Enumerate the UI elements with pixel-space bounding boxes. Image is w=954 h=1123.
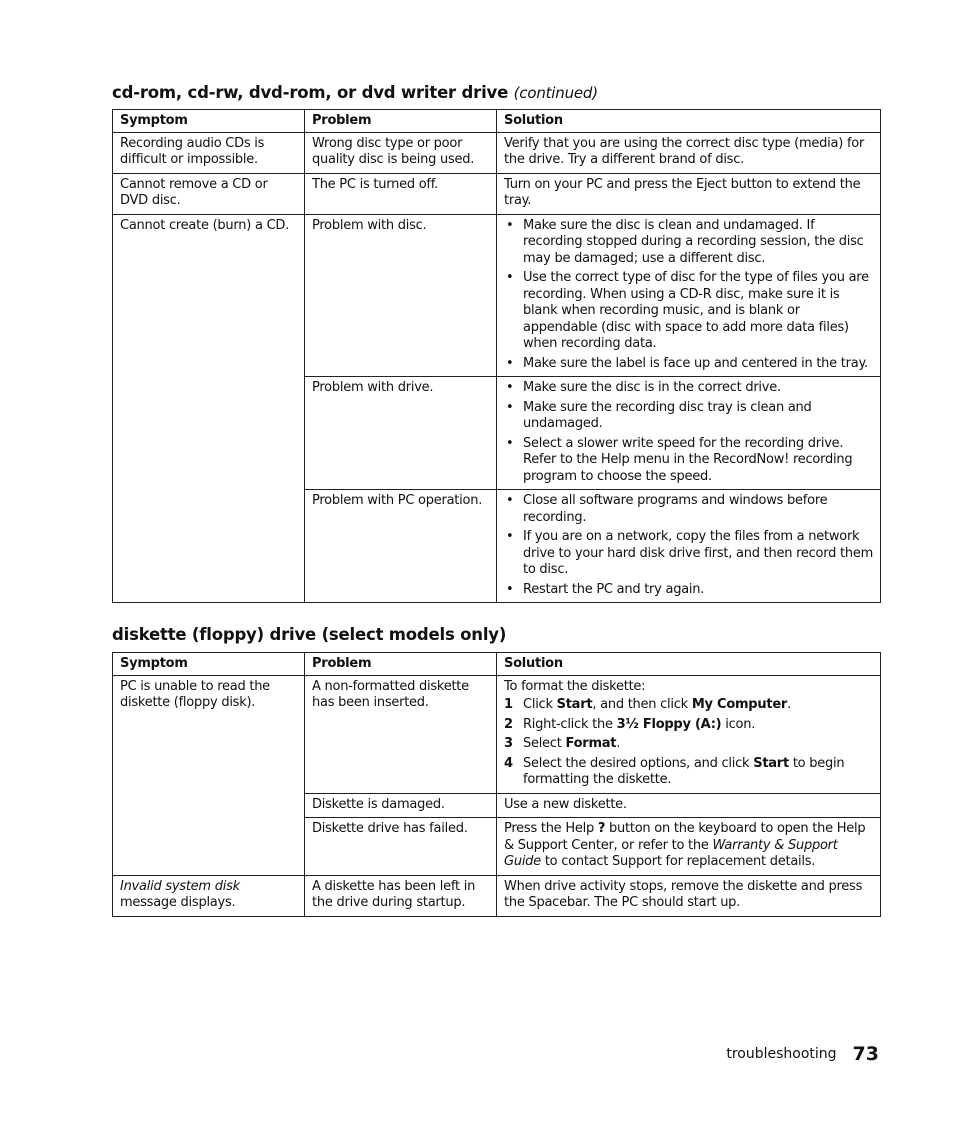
problem-cell: Problem with disc.: [305, 214, 497, 377]
section-heading-diskette-drive: [112, 625, 506, 644]
solution-cell: [497, 675, 881, 793]
solution-cell: [497, 214, 881, 377]
table-row: [113, 875, 881, 916]
error-message-text: Invalid system disk: [120, 878, 240, 894]
cd-drive-troubleshooting-table: [112, 109, 881, 603]
solution-text: Press the Help: [504, 821, 598, 836]
solution-text: button on the keyboard to open the Help & Support Center, or refer to the: [504, 821, 866, 853]
solution-cell: [497, 377, 881, 490]
solution-header: Solution: [497, 653, 881, 676]
problem-cell: A non-formatted diskette has been inserted.: [305, 675, 497, 793]
symptom-cell: Cannot create (burn) a CD.: [113, 214, 305, 603]
step-text: .: [787, 697, 791, 712]
section-heading-cd-drive: [112, 83, 598, 102]
list-item: • Make sure the disc is in the correct drive.: [504, 380, 873, 397]
section-title: diskette (floppy) drive (select models only): [112, 625, 507, 644]
symptom-cell: PC is unable to read the diskette (floppy disk).: [113, 675, 305, 875]
format-steps: [504, 697, 873, 789]
ui-term: 3½ Floppy (A:): [616, 716, 722, 732]
step-text: , and then click: [592, 697, 692, 712]
guide-title: Warranty & Support Guide: [504, 837, 838, 869]
list-item: • Close all software programs and windows before recording.: [504, 493, 873, 526]
help-key: ?: [597, 821, 606, 836]
problem-cell: Wrong disc type or poor quality disc is being used.: [305, 132, 497, 173]
continued-note: (continued): [513, 84, 598, 102]
step-text: Select: [523, 736, 566, 751]
table-row: [113, 675, 881, 793]
solution-cell: Verify that you are using the correct disc type (media) for the drive. Try a different brand of disc.: [497, 132, 881, 173]
table-header-row: [113, 653, 881, 676]
solution-cell: Use a new diskette.: [497, 793, 881, 818]
step-text: to begin formatting the diskette.: [523, 755, 845, 787]
solution-cell: When drive activity stops, remove the diskette and press the Spacebar. The PC should start up.: [497, 875, 881, 916]
list-item: • Make sure the recording disc tray is clean and undamaged.: [504, 400, 873, 433]
problem-cell: Problem with drive.: [305, 377, 497, 490]
step-number: 2: [504, 716, 513, 732]
list-item: • Use the correct type of disc for the type of files you are recording. When using a CD-R disc, make sure it is blank when recording music, and is blank or appendable (disc with space to add more data files) when recording data.: [504, 270, 873, 353]
table-row: [113, 214, 881, 377]
solution-cell: [497, 818, 881, 876]
symptom-header: Symptom: [113, 110, 305, 133]
step-item: [504, 756, 873, 789]
step-text: Select the desired options, and click: [523, 755, 754, 771]
list-item: • Make sure the label is face up and centered in the tray.: [504, 356, 873, 373]
symptom-cell: Recording audio CDs is difficult or impossible.: [113, 132, 305, 173]
list-item: • If you are on a network, copy the files from a network drive to your hard disk drive first, and then record them to disc.: [504, 529, 873, 579]
problem-cell: The PC is turned off.: [305, 173, 497, 214]
problem-cell: A diskette has been left in the drive during startup.: [305, 875, 497, 916]
symptom-header: Symptom: [113, 653, 305, 676]
table-header-row: [113, 110, 881, 133]
step-text: icon.: [721, 716, 756, 732]
ui-term: Start: [753, 755, 789, 771]
solution-intro: To format the diskette:: [504, 678, 646, 694]
ui-term: My Computer: [691, 697, 788, 712]
problem-header: Problem: [305, 653, 497, 676]
page-footer: [726, 1043, 879, 1065]
ui-term: Format: [565, 736, 617, 751]
step-text: Click: [523, 697, 557, 712]
table-row: [113, 132, 881, 173]
step-number: 3: [504, 736, 513, 751]
step-text: .: [616, 736, 621, 751]
solution-list: [504, 218, 873, 373]
problem-cell: Diskette is damaged.: [305, 793, 497, 818]
solution-cell: Turn on your PC and press the Eject button to extend the tray.: [497, 173, 881, 214]
section-title: cd-rom, cd-rw, dvd-rom, or dvd writer drive: [112, 83, 509, 102]
solution-list: [504, 380, 873, 485]
solution-cell: [497, 490, 881, 603]
step-number: 4: [504, 755, 513, 771]
diskette-troubleshooting-table: [112, 652, 881, 917]
step-number: 1: [504, 697, 513, 712]
page-number: 73: [852, 1043, 879, 1065]
list-item: • Restart the PC and try again.: [504, 582, 873, 599]
symptom-text: message displays.: [120, 895, 236, 910]
step-item: [504, 697, 873, 714]
symptom-cell: Cannot remove a CD or DVD disc.: [113, 173, 305, 214]
solution-list: [504, 493, 873, 598]
list-item: • Select a slower write speed for the recording drive. Refer to the Help menu in the RecordNow! recording program to choose the speed.: [504, 436, 873, 486]
step-item: [504, 717, 873, 734]
step-item: [504, 736, 873, 753]
problem-cell: Problem with PC operation.: [305, 490, 497, 603]
step-text: Right-click the: [523, 716, 617, 732]
table-row: [113, 173, 881, 214]
problem-cell: Diskette drive has failed.: [305, 818, 497, 876]
symptom-cell: [113, 875, 305, 916]
footer-section-name: troubleshooting: [726, 1046, 837, 1062]
list-item: • Make sure the disc is clean and undamaged. If recording stopped during a recording session, the disc may be damaged; use a different disc.: [504, 218, 873, 268]
solution-text: to contact Support for replacement details.: [540, 854, 816, 869]
ui-term: Start: [556, 697, 593, 712]
problem-header: Problem: [305, 110, 497, 133]
solution-header: Solution: [497, 110, 881, 133]
